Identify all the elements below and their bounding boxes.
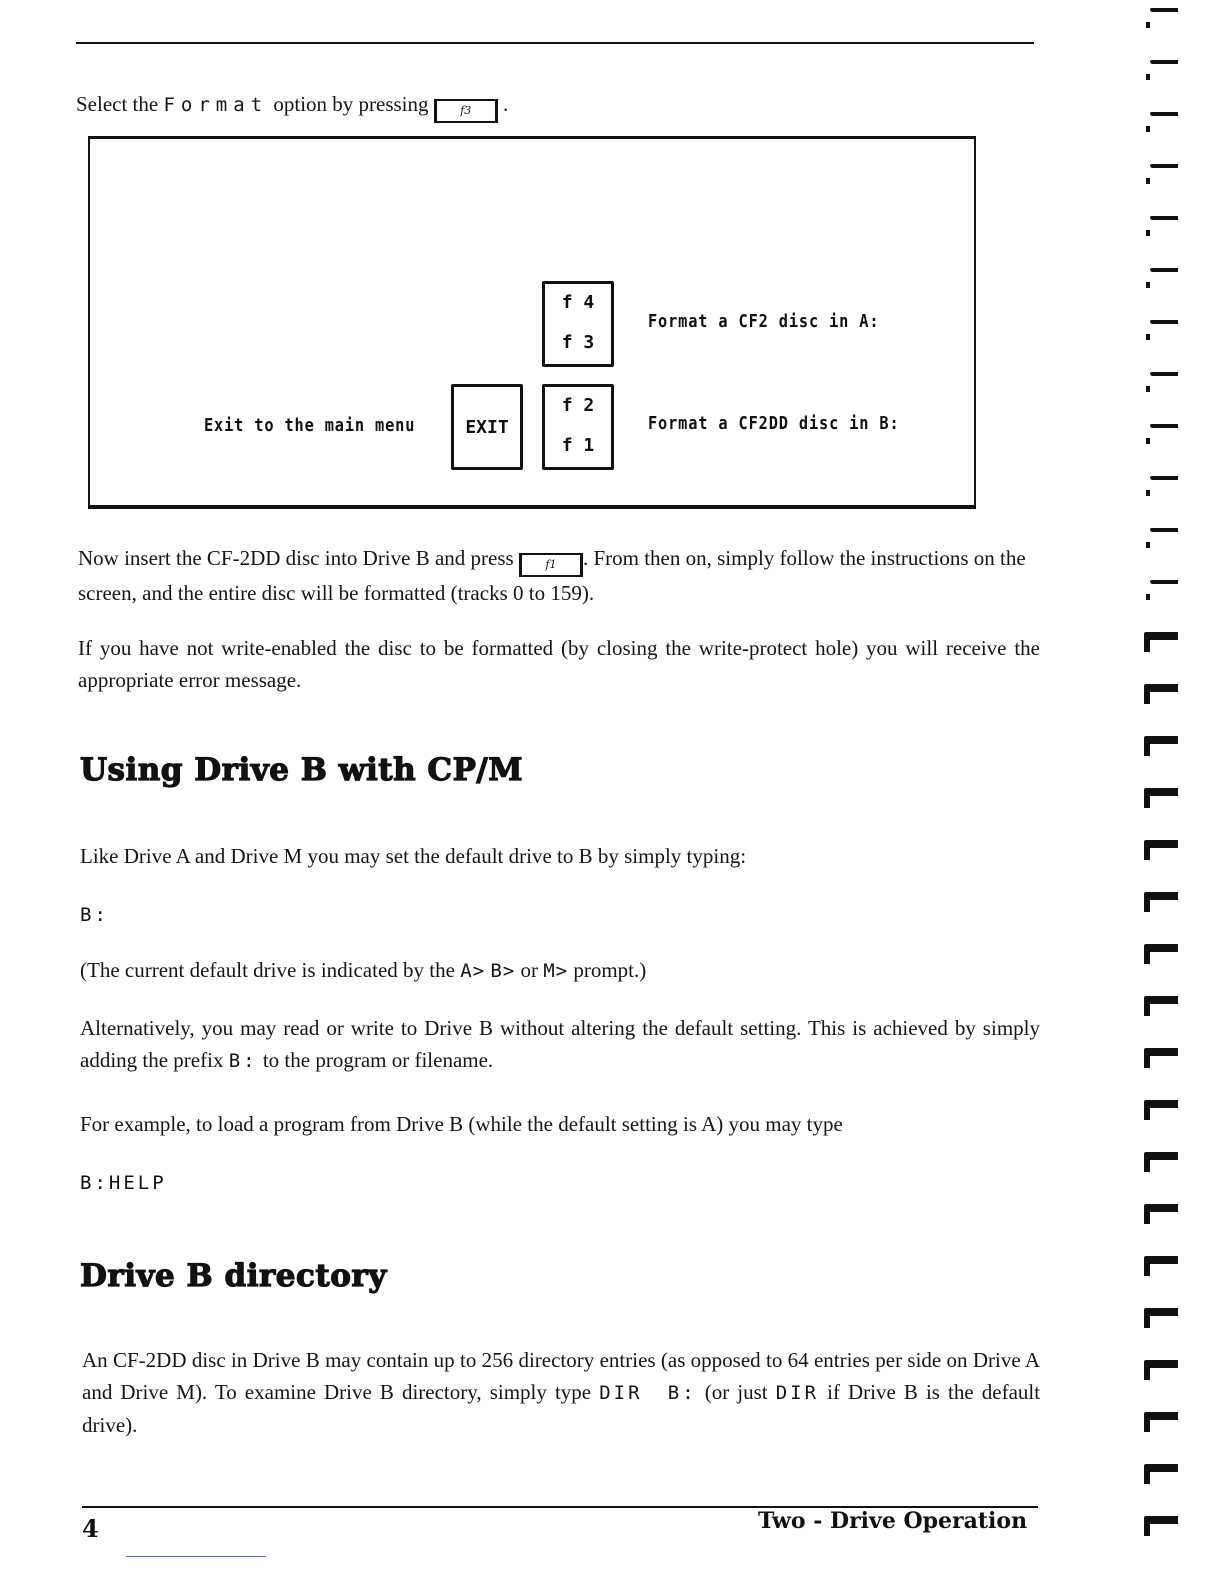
code-b-help: B:HELP — [80, 1172, 167, 1194]
binding-mark — [1150, 268, 1178, 272]
format-a-label: Format a CF2 disc in A: — [648, 311, 880, 332]
binding-tick — [1144, 998, 1150, 1016]
binding-tick — [1144, 634, 1150, 652]
binding-mark — [1150, 580, 1178, 584]
prompt-paragraph: (The current default drive is indicated by the A> B> or M> prompt.) — [80, 958, 647, 982]
binding-tick — [1146, 594, 1150, 600]
write-enable-paragraph: If you have not write-enabled the disc to be formatted (by closing the write-protect hole) you will receive the appropriate error message. — [78, 636, 1040, 692]
binding-mark — [1150, 372, 1178, 376]
chapter-title: Two - Drive Operation — [758, 1508, 1028, 1534]
binding-mark — [1150, 476, 1178, 480]
binding-mark — [1150, 320, 1178, 324]
binding-tick — [1146, 490, 1150, 496]
insert-disc-paragraph: Now insert the CF-2DD disc into Drive B and press f1 . From then on, simply follow the instructions on the screen, and the entire disc will be formatted (tracks 0 to 159). — [78, 546, 1026, 605]
binding-mark — [1150, 8, 1178, 12]
binding-tick — [1144, 1310, 1150, 1328]
binding-tick — [1144, 894, 1150, 912]
binding-tick — [1144, 1050, 1150, 1068]
exit-key: EXIT — [451, 384, 523, 470]
binding-tick — [1144, 1206, 1150, 1224]
f4-f3-key: f 4 f 3 — [542, 281, 614, 367]
format-b-label: Format a CF2DD disc in B: — [648, 413, 900, 434]
top-rule — [76, 42, 1034, 44]
binding-tick — [1144, 738, 1150, 756]
example-paragraph: For example, to load a program from Drive B (while the default setting is A) you may type — [80, 1112, 843, 1136]
binding-tick — [1146, 22, 1150, 28]
binding-tick — [1146, 230, 1150, 236]
binding-tick — [1146, 178, 1150, 184]
binding-mark — [1150, 216, 1178, 220]
binding-tick — [1146, 126, 1150, 132]
prefix-paragraph: Alternatively, you may read or write to Drive B without altering the default setting. This is achieved by simply adding the prefix B: to the program or filename. — [80, 1016, 1040, 1072]
binding-tick — [1144, 842, 1150, 860]
f3-key-icon: f3 — [434, 99, 498, 123]
heading-drive-b-directory: Drive B directory — [80, 1258, 387, 1294]
footer-underline — [126, 1556, 266, 1557]
binding-tick — [1144, 1466, 1150, 1484]
binding-mark — [1150, 528, 1178, 532]
binding-tick — [1144, 946, 1150, 964]
binding-tick — [1146, 74, 1150, 80]
binding-mark — [1150, 112, 1178, 116]
binding-mark — [1150, 424, 1178, 428]
binding-tick — [1144, 1414, 1150, 1432]
intro-line: Select the Format option by pressing f3 . — [76, 88, 976, 123]
binding-tick — [1144, 1258, 1150, 1276]
directory-paragraph: An CF-2DD disc in Drive B may contain up to 256 directory entries (as opposed to 64 entries per side on Drive A and Drive M). To examine Drive B directory, simply type DIR B: (or just DIR if Drive B is the default drive). — [82, 1348, 1041, 1437]
format-menu-screen — [88, 136, 976, 509]
page-number: 4 — [82, 1514, 99, 1543]
binding-tick — [1144, 1102, 1150, 1120]
binding-tick — [1144, 1362, 1150, 1380]
heading-using-drive-b: Using Drive B with CP/M — [80, 752, 524, 788]
exit-label: Exit to the main menu — [204, 415, 416, 436]
f2-f1-key: f 2 f 1 — [542, 384, 614, 470]
binding-tick — [1144, 686, 1150, 704]
binding-mark — [1150, 164, 1178, 168]
f1-key-icon: f1 — [519, 553, 583, 577]
binding-tick — [1146, 282, 1150, 288]
binding-tick — [1144, 1518, 1150, 1536]
format-option: Format — [163, 94, 269, 116]
binding-tick — [1144, 790, 1150, 808]
binding-tick — [1146, 542, 1150, 548]
binding-tick — [1144, 1154, 1150, 1172]
binding-tick — [1146, 386, 1150, 392]
spiral-binding — [1140, 0, 1180, 1584]
binding-tick — [1146, 334, 1150, 340]
default-drive-paragraph: Like Drive A and Drive M you may set the default drive to B by simply typing: — [80, 844, 747, 868]
code-b-colon: B: — [80, 904, 109, 926]
binding-tick — [1146, 438, 1150, 444]
binding-mark — [1150, 60, 1178, 64]
